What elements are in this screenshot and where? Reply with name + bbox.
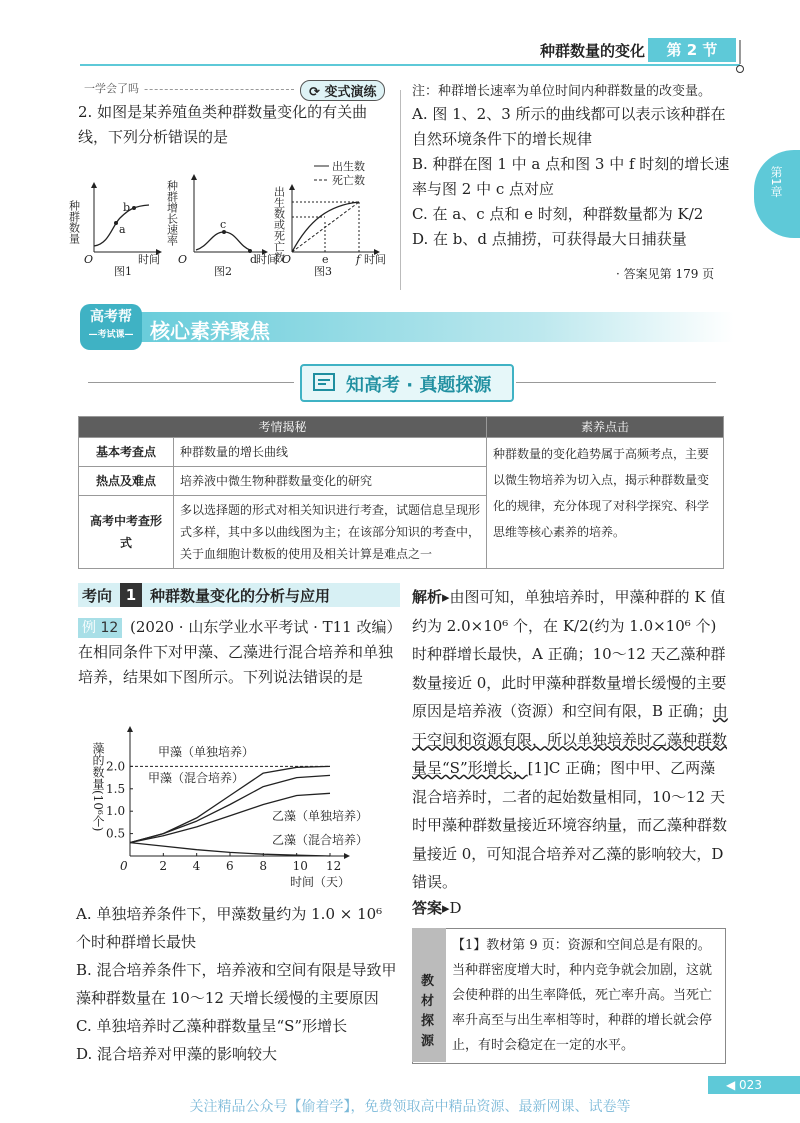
y-axis-arrow <box>127 726 133 732</box>
exercise-figures <box>67 160 404 280</box>
x-tick-label: 6 <box>226 859 234 873</box>
fig2-ylabel: 种群增长速率 <box>165 180 179 246</box>
exam-info-table <box>78 416 724 569</box>
sub-banner: 知高考 · 真题探源 <box>300 364 514 402</box>
textbook-text: 【1】教材第 9 页：资源和空间总是有限的。当种群密度增大时，种内竞争就会加剧，这就会使种群的出生率降低，死亡率升高。当死亡率升高至与出生率相等时，种群的增长就会停止，有时会稳定在一定的水平。 <box>452 938 713 1053</box>
x-tick-label: 12 <box>326 859 342 873</box>
example-text: (2020 · 山东学业水平考试 · T11 改编）在相同条件下对甲藻、乙藻进行混合培养和单独培养，结果如下图所示。下列说法错误的是 <box>78 618 394 686</box>
exercise-note: 注：种群增长速率为单位时间内种群数量的改变量。 <box>412 84 712 99</box>
x-tick-label: 2 <box>159 859 167 873</box>
table-row: 高考中考查形式 多以选择题的形式对相关知识进行考查，试题信息呈现形式多样，其中多以曲线图为主；在该部分知识的考查中，关于血细胞计数板的使用及相关计算是难点之一 <box>79 496 724 569</box>
literacy-note: 种群数量的变化趋势属于高频考点，主要以微生物培养为切入点，揭示种群数量变化的规律，充分体现了对科学探究、科学思维等核心素养的培养。 <box>487 438 724 569</box>
x-tick-label: 10 <box>292 859 308 873</box>
example-option-a[interactable]: A. 单独培养条件下，甲藻数量约为 1.0 × 10⁶ 个时种群增长最快 <box>76 905 383 951</box>
banner-title: 核心素养聚焦 <box>150 319 270 343</box>
exercise-question: 2. 如图是某养殖鱼类种群数量变化的有关曲线，下列分析错误的是 <box>78 103 368 146</box>
option-b[interactable]: B. 种群在图 1 中 a 点和图 3 中 f 时刻的增长速率与图 2 中 c 点对应 <box>412 155 730 198</box>
fig1-point-b: b <box>123 201 131 214</box>
option-c[interactable]: C. 在 a、c 点和 e 时刻，种群数量都为 K/2 <box>412 205 704 223</box>
variant-practice-badge: ⟳ 变式演练 <box>300 80 385 101</box>
series-label: 乙藻（混合培养） <box>272 833 369 847</box>
fig2-caption: 图2 <box>214 265 232 278</box>
fig1-caption: 图1 <box>114 265 132 278</box>
series-label: 乙藻（单独培养） <box>272 809 369 823</box>
x-axis-label: 时间（天） <box>290 875 351 889</box>
gaokaobang-badge: 高考帮 —考试课— <box>80 304 142 350</box>
x-axis-arrow <box>344 853 350 859</box>
fig2-point-c: c <box>220 218 227 231</box>
table-head-left: 考情揭秘 <box>79 417 487 438</box>
fig1-origin: O <box>84 253 94 266</box>
fig3-legend-death: 死亡数 <box>332 174 365 187</box>
fig2-origin: O <box>178 253 188 266</box>
fig3-ylabel: 出生数或死亡数 <box>272 186 286 263</box>
x-tick-label: 8 <box>259 859 267 873</box>
section-number: 1 <box>120 583 142 607</box>
lamp-icon <box>736 40 744 70</box>
play-icon: ▸ <box>442 588 450 606</box>
x-tick-label: 4 <box>192 859 201 873</box>
textbook-label: 教材探源 <box>412 928 446 1062</box>
option-d[interactable]: D. 在 b、d 点捕捞，可获得最大日捕获量 <box>412 230 687 248</box>
chapter-side-tab[interactable]: 第1章 <box>754 150 800 238</box>
y-tick-label: 1.5 <box>106 781 126 796</box>
table-head-right: 素养点击 <box>487 417 724 438</box>
y-axis-label: 藻的数量(10⁶个) <box>91 742 105 832</box>
learn-tag: 一学会了吗 <box>84 80 143 96</box>
example-option-c[interactable]: C. 单独培养时乙藻种群数量呈“S”形增长 <box>76 1017 348 1035</box>
example-option-d[interactable]: D. 混合培养对甲藻的影响较大 <box>76 1045 278 1063</box>
option-a[interactable]: A. 图 1、2、3 所示的曲线都可以表示该种群在自然环境条件下的增长规律 <box>412 105 726 148</box>
fig1-xlabel: 时间 <box>138 253 160 266</box>
running-title: 种群数量的变化 <box>540 42 646 60</box>
fig3-origin: O <box>282 253 292 266</box>
fig2-xlabel: 时间 <box>256 253 278 266</box>
analysis: 解析▸由图可知，单独培养时，甲藻种群的 K 值约为 2.0×10⁶ 个，在 K/2(约为 1.0×10⁶ 个)时种群增长最快，A 正确；10～12 天乙藻种群数量接近 0，此时甲藻种群数量增长缓慢的主要原因是培养液（资源）和空间有限，B 正确；由于空间和资源有限，所以单独培养时乙藻种群数量呈“S”形增长，[1]C 正确；图中甲、乙两藻混合培养时，二者的起始数量相同，10～12 天时甲藻种群数量接近环境容纳量，而乙藻种群数量接近 0，可知混合培养对乙藻的影响较大，D 错误。 <box>412 588 728 891</box>
divider <box>516 382 716 383</box>
y-tick-label: 1.0 <box>106 804 126 819</box>
series-label: 甲藻（单独培养） <box>158 745 255 759</box>
book-icon <box>312 371 338 393</box>
fig1-ylabel: 种群数量 <box>67 200 81 244</box>
page-number: ◀ 023 <box>708 1076 800 1094</box>
fig3-point-f: f <box>356 253 361 266</box>
refresh-icon: ⟳ <box>309 85 320 100</box>
answer-reference: · 答案见第 179 页 <box>616 267 715 281</box>
fig2-point-d: d <box>250 253 258 266</box>
fig3-caption: 图3 <box>314 265 332 278</box>
fig1-point-a: a <box>119 223 126 236</box>
example-option-b[interactable]: B. 混合培养条件下，培养液和空间有限是导致甲藻种群数量在 10～12 天增长缓慢的主要原因 <box>76 961 397 1007</box>
origin: 0 <box>120 859 128 873</box>
fig3-legend-birth: 出生数 <box>332 160 365 173</box>
example-badge: 例 12 <box>78 618 122 638</box>
y-tick-label: 2.0 <box>106 759 126 774</box>
answer: 答案▸D <box>412 899 462 917</box>
table-row: 基本考查点 种群数量的增长曲线 种群数量的变化趋势属于高频考点，主要以微生物培养为切入点，揭示种群数量变化的规律，充分体现了对科学探究、科学思维等核心素养的培养。 <box>79 438 724 467</box>
footer-note: 关注精品公众号【偷着学】，免费领取高中精品资源、最新网课、试卷等 <box>189 1099 631 1115</box>
header-rule <box>80 64 740 66</box>
fig3-point-e: e <box>322 253 329 266</box>
divider <box>88 382 294 383</box>
section-label: 考向 <box>82 587 113 605</box>
fig3-xlabel: 时间 <box>364 253 386 266</box>
section-label: 第 2 节 <box>648 38 736 62</box>
section-title: 种群数量变化的分析与应用 <box>150 587 331 605</box>
table-row: 热点及难点 培养液中微生物种群数量变化的研究 <box>79 467 724 496</box>
series-label: 甲藻（混合培养） <box>148 771 245 785</box>
y-tick-label: 0.5 <box>106 826 126 841</box>
algae-chart <box>78 738 400 898</box>
